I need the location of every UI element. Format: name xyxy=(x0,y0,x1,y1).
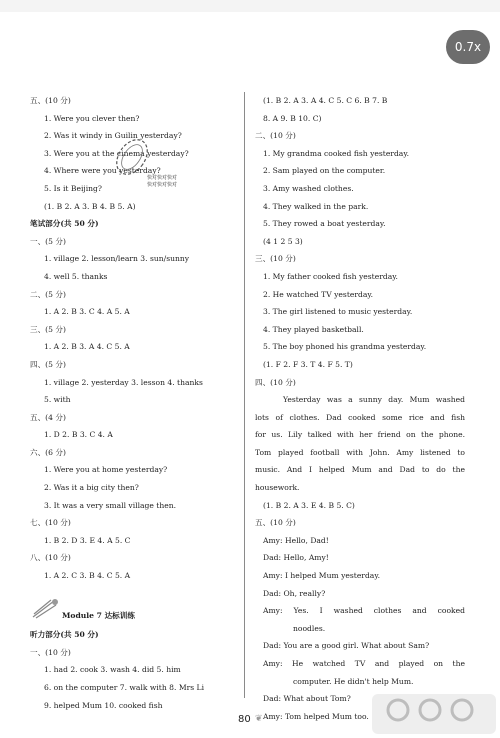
left-column xyxy=(30,92,235,714)
right-line: (1. B 2. A 3. A 4. C 5. C 6. B 7. B xyxy=(263,96,388,105)
left-line: 3. Were you at the cinema yesterday? xyxy=(44,148,189,158)
right-line: 4. They played basketball. xyxy=(263,324,364,334)
paragraph-line: housework. xyxy=(255,483,300,493)
right-column xyxy=(255,92,465,725)
leaf-icon: ❦ xyxy=(255,714,263,724)
left-line: 六、(6 分) xyxy=(30,447,66,457)
watermark-logo-icon xyxy=(368,688,500,738)
dialog-line: computer. He didn't help Mum. xyxy=(293,676,414,686)
left-line: 1. A 2. B 3. C 4. A 5. A xyxy=(44,307,130,317)
dialog-line: Dad: What about Tom? xyxy=(263,694,351,704)
right2-line: Dad: Hello, Amy! xyxy=(263,553,329,563)
zoom-level-button[interactable]: 0.7x xyxy=(446,30,490,64)
left-line: 1. village 2. yesterday 3. lesson 4. thanks xyxy=(44,377,203,387)
paragraph-line: Tom played football with John. Amy listened to xyxy=(255,447,465,457)
left-line: 4. Where were you yesterday? xyxy=(44,166,161,176)
left-line: 一、(5 分) xyxy=(30,236,66,246)
left-line: 二、(5 分) xyxy=(30,289,66,299)
right2-line: 五、(10 分) xyxy=(255,518,296,528)
column-divider xyxy=(244,92,245,698)
right-line: 8. A 9. B 10. C) xyxy=(263,113,322,123)
right-line: 3. Amy washed clothes. xyxy=(263,183,354,193)
left-line: 1. Were you at home yesterday? xyxy=(44,465,168,475)
right2-line: (1. B 2. A 3. E 4. B 5. C) xyxy=(263,500,355,510)
reading-paragraph xyxy=(255,391,465,497)
right-line: 二、(10 分) xyxy=(255,131,296,141)
dialog-line: Amy: Yes. I washed clothes and cooked xyxy=(263,606,465,616)
left-line: 1. Were you clever then? xyxy=(44,113,140,123)
right-line: 2. He watched TV yesterday. xyxy=(263,289,374,299)
paragraph-line: Yesterday was a sunny day. Mum washed xyxy=(283,395,465,405)
right-line: (4 1 2 5 3) xyxy=(263,236,303,246)
right2-line: Amy: Hello, Dad! xyxy=(263,535,329,545)
right2-line: Amy: I helped Mum yesterday. xyxy=(263,571,381,581)
left-line: 三、(5 分) xyxy=(30,324,66,334)
left-line: (1. B 2. A 3. B 4. B 5. A) xyxy=(44,201,136,211)
left-line: 五、(10 分) xyxy=(30,96,71,105)
left2-line: 6. on the computer 7. walk with 8. Mrs Li xyxy=(44,683,205,692)
left2-line: 1. had 2. cook 3. wash 4. did 5. him xyxy=(44,665,181,675)
rocket-deco-icon xyxy=(30,597,60,621)
right-line: 4. They walked in the park. xyxy=(263,201,369,211)
module-title-text: Module 7 达标训练 xyxy=(62,610,135,620)
left-line: 笔试部分(共 50 分) xyxy=(30,219,99,229)
right-line: 5. The boy phoned his grandma yesterday. xyxy=(263,342,427,352)
paragraph-line: for us. Lily talked with her friend on the phone. xyxy=(255,430,465,440)
left2-line: 一、(10 分) xyxy=(30,647,71,657)
left-line: 1. A 2. C 3. B 4. C 5. A xyxy=(44,571,131,581)
left2-line: 9. helped Mum 10. cooked fish xyxy=(44,700,163,710)
stamp-text xyxy=(147,175,177,189)
left-line: 四、(5 分) xyxy=(30,359,66,369)
left-line: 七、(10 分) xyxy=(30,518,71,528)
right-line: 三、(10 分) xyxy=(255,254,296,264)
left-line: 2. Was it windy in Guilin yesterday? xyxy=(44,131,182,141)
right-line: 5. They rowed a boat yesterday. xyxy=(263,219,386,229)
left2-line: 听力部分(共 50 分) xyxy=(30,630,99,640)
left-line: 1. D 2. B 3. C 4. A xyxy=(44,430,113,440)
right-line: 1. My grandma cooked fish yesterday. xyxy=(263,148,410,158)
left-line: 八、(10 分) xyxy=(30,553,71,563)
stamp-line-1: 快对快对快对 xyxy=(147,175,178,181)
right2-line: Dad: Oh, really? xyxy=(263,588,326,598)
module-title xyxy=(30,607,235,625)
left-line: 1. B 2. D 3. E 4. A 5. C xyxy=(44,535,131,545)
paragraph-line: lots of clothes. Dad cooked some rice and fish xyxy=(255,412,465,422)
left-line: 5. with xyxy=(44,395,71,405)
left-line: 1. village 2. lesson/learn 3. sun/sunny xyxy=(44,254,190,264)
left-line: 4. well 5. thanks xyxy=(44,271,108,281)
top-bar xyxy=(0,0,500,12)
left-line: 五、(4 分) xyxy=(30,412,66,422)
right-line: (1. F 2. F 3. T 4. F 5. T) xyxy=(263,359,353,369)
right-line: 四、(10 分) xyxy=(255,377,296,387)
left-line: 5. Is it Beijing? xyxy=(44,183,102,193)
stamp-line-2: 快对快对快对 xyxy=(147,182,178,188)
right-line: 1. My father cooked fish yesterday. xyxy=(263,271,398,281)
dialog-line: Amy: He watched TV and played on the xyxy=(263,659,465,668)
left-line: 1. A 2. B 3. A 4. C 5. A xyxy=(44,342,130,352)
dialog-line: Amy: Tom helped Mum too. xyxy=(263,711,369,721)
dialog-line: Dad: You are a good girl. What about Sam? xyxy=(263,641,430,651)
page-number: 80 xyxy=(238,714,251,725)
paragraph-line: music. And I helped Mum and Dad to do the xyxy=(255,465,465,475)
right-line: 3. The girl listened to music yesterday. xyxy=(263,307,413,317)
stamp-icon xyxy=(110,135,154,179)
left-line: 3. It was a very small village then. xyxy=(44,500,177,510)
left-line: 2. Was it a big city then? xyxy=(44,483,139,493)
right-line: 2. Sam played on the computer. xyxy=(263,166,386,176)
dialog-line: noodles. xyxy=(293,623,326,633)
